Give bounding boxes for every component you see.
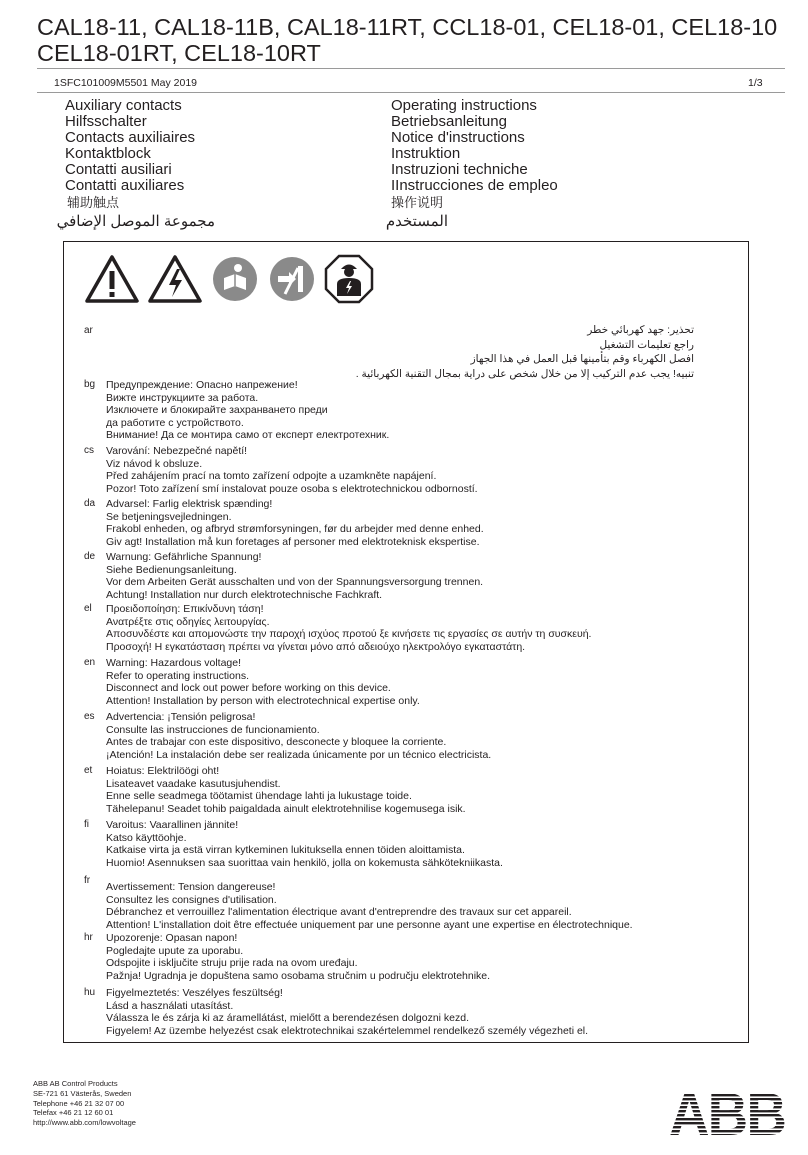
warning-line: Figyelem! Az üzembe helyezést csak elektrotechnikai szakértelemmel rendelkező személy végezheti el. xyxy=(106,1024,589,1037)
lang-code-en: en xyxy=(84,657,96,668)
warning-line: Attention! L'installation doit être effectuée uniquement par une personne ayant une expertise en électrotechnique. xyxy=(106,918,633,931)
warning-line: да работите с устройството. xyxy=(106,416,244,429)
footer-telefax: Telefax +46 21 12 60 01 xyxy=(33,1108,114,1118)
warning-line: Před zahájením prací na tomto zařízení odpojte a uzamkněte napájení. xyxy=(106,470,437,483)
warning-line: Предупреждение: Опасно напрежение! xyxy=(106,379,298,391)
lang-code-hu: hu xyxy=(84,987,96,998)
warning-line: Se betjeningsvejledningen. xyxy=(106,510,232,523)
lang-code-bg: bg xyxy=(84,379,96,390)
warning-line: Προσοχή! Η εγκατάσταση πρέπει να γίνεται μόνο από αδειούχο ηλεκτρολόγο εγκαταστάτη. xyxy=(106,640,526,653)
warning-line: Внимание! Да се монтира само от експерт електротехник. xyxy=(106,429,390,442)
warning-line: Warning: Hazardous voltage! xyxy=(106,657,242,669)
lang-code-hr: hr xyxy=(84,932,93,943)
title-right-en: Operating instructions xyxy=(391,97,537,114)
warning-line: Lisateavet vaadake kasutusjuhendist. xyxy=(106,777,281,790)
warning-line: Giv agt! Installation må kun foretages af personer med elektroteknisk ekspertise. xyxy=(106,535,480,548)
warning-line: Изключете и блокирайте захранването преди xyxy=(106,404,328,417)
lang-code-ar: ar xyxy=(84,325,93,336)
warning-line: Enne selle seadmega töötamist ühendage lahti ja lukustage toide. xyxy=(106,790,412,803)
warning-text-et xyxy=(106,765,466,815)
warning-line: Lásd a használati utasítást. xyxy=(106,999,234,1012)
warning-line: Pogledajte upute za uporabu. xyxy=(106,944,244,957)
lang-code-et: et xyxy=(84,765,93,776)
lang-code-es: es xyxy=(84,711,95,722)
warning-triangle-icon xyxy=(84,254,140,304)
warning-line: Advertencia: ¡Tensión peligrosa! xyxy=(106,711,256,723)
qualified-electrician-icon xyxy=(324,254,374,304)
warning-line: Tähelepanu! Seadet tohib paigaldada ainult elektrotehnilise kogemusega isik. xyxy=(106,802,466,815)
warning-line: Pozor! Toto zařízení smí instalovat pouze osoba s elektrotechnickou odborností. xyxy=(106,482,478,495)
title-left-it: Contatti ausiliari xyxy=(65,161,172,178)
warning-line: Consultez les consignes d'utilisation. xyxy=(106,893,277,906)
warning-line: Katso käyttöohje. xyxy=(106,831,187,844)
warning-text-da xyxy=(106,498,484,548)
title-right-fr: Notice d'instructions xyxy=(391,129,525,146)
warning-line: Attention! Installation by person with electrotechnical expertise only. xyxy=(106,694,420,707)
warning-text-el xyxy=(106,603,591,653)
svg-text:ABB: ABB xyxy=(669,1090,785,1138)
title-right-it: Instruzioni techniche xyxy=(391,161,528,178)
lang-code-cs: cs xyxy=(84,445,94,456)
warning-line: Varování: Nebezpečné napětí! xyxy=(106,445,248,457)
warning-line: Consulte las instrucciones de funcionamiento. xyxy=(106,723,320,736)
lang-code-fi: fi xyxy=(84,819,89,830)
warning-line: Figyelmeztetés: Veszélyes feszültség! xyxy=(106,987,283,999)
warning-line: Siehe Bedienungsanleitung. xyxy=(106,563,237,576)
title-left-ar: مجموعة الموصل الإضافي xyxy=(56,213,215,230)
title-left-fr: Contacts auxiliaires xyxy=(65,129,196,146)
safety-warning-box xyxy=(63,241,749,1043)
warning-line: Viz návod k obsluze. xyxy=(106,457,203,470)
electrical-hazard-icon xyxy=(147,254,203,304)
warning-line: Vor dem Arbeiten Gerät ausschalten und von der Spannungsversorgung trennen. xyxy=(106,576,484,589)
warning-line: Odspojite i isključite struju prije rada na ovom uređaju. xyxy=(106,957,358,970)
disconnect-power-icon xyxy=(267,254,317,304)
title-left-pt: Contatti auxiliares xyxy=(65,177,185,194)
warning-line: Disconnect and lock out power before working on this device. xyxy=(106,682,391,695)
company-address xyxy=(33,1079,136,1128)
warning-text-en xyxy=(106,657,420,707)
footer-website: http://www.abb.com/lowvoltage xyxy=(33,1118,136,1128)
warning-line: Válassza le és zárja ki az áramellátást, mielőtt a berendezésen dolgozni kezd. xyxy=(106,1012,470,1025)
footer-address: SE-721 61 Västerås, Sweden xyxy=(33,1088,132,1098)
warning-text-fr xyxy=(106,881,633,931)
warning-line: Pažnja! Ugradnja je dopuštena samo osobama stručnim u području elektrotehnike. xyxy=(106,969,491,982)
warning-line: Antes de trabajar con este dispositivo, desconecte y bloquee la corriente. xyxy=(106,736,447,749)
read-manual-icon xyxy=(210,254,260,304)
warning-line: Débranchez et verrouillez l'alimentation électrique avant d'entreprendre des travaux sur cet appareil. xyxy=(106,906,572,919)
document-number: 1SFC101009M5501 May 2019 xyxy=(54,77,198,89)
warning-line: Warnung: Gefährliche Spannung! xyxy=(106,551,262,563)
warning-line: Αποσυνδέστε και απομονώστε την παροχή ισχύος προτού ξε κινήσετε τις εργασίες σε αυτήν τη συσκευή. xyxy=(106,628,592,641)
warning-line: Ανατρέξτε στις οδηγίες λειτουργίας. xyxy=(106,615,270,628)
title-right-de: Betriebsanleitung xyxy=(391,113,507,130)
abb-logo xyxy=(668,1090,786,1138)
warning-line: Hoiatus: Elektrilöögi oht! xyxy=(106,765,220,777)
warning-text-hu xyxy=(106,987,588,1037)
warning-line: Huomio! Asennuksen saa suorittaa vain henkilö, jolla on kokemusta sähkötekniikasta. xyxy=(106,856,503,869)
page-number: 1/3 xyxy=(748,77,763,89)
title-right-ar: المستخدم xyxy=(385,213,448,230)
title-left-de: Hilfsschalter xyxy=(65,113,147,130)
lang-code-el: el xyxy=(84,603,92,614)
subheader-divider xyxy=(37,92,785,93)
warning-line: Προειδοποίηση: Επικίνδυνη τάση! xyxy=(106,603,264,615)
warning-line: Upozorenje: Opasan napon! xyxy=(106,932,238,944)
footer-company: ABB AB Control Products xyxy=(33,1079,118,1088)
warning-line: Вижте инструкциите за работа. xyxy=(106,391,259,404)
warning-text-ar: تحذير: جهد كهربائي خطر راجع تعليمات التشغيل افصل الكهرباء وقم بتأمينها قبل العمل في هذا الجهاز تنبيه! يجب عدم التركيب إلا من خلال شخص على دراية بمجال التقنية الكهربائية . xyxy=(355,324,694,380)
title-left-en: Auxiliary contacts xyxy=(65,97,182,114)
title-right-es: IInstrucciones de empleo xyxy=(391,177,558,194)
warning-text-de xyxy=(106,551,483,601)
footer-telephone: Telephone +46 21 32 07 00 xyxy=(33,1098,125,1108)
warning-line: Katkaise virta ja estä virran kytkeminen lukituksella ennen töiden aloittamista. xyxy=(106,844,465,857)
lang-code-de: de xyxy=(84,551,96,562)
titles-right-column xyxy=(385,97,621,230)
warning-text-cs xyxy=(106,445,478,495)
title-line-1: CAL18-11, CAL18-11B, CAL18-11RT, CCL18-01, CEL18-01, CEL18-10 xyxy=(37,14,778,40)
warning-line: Achtung! Installation nur durch elektrotechnische Fachkraft. xyxy=(106,588,383,601)
warning-text-bg xyxy=(106,379,389,442)
lang-code-fr: fr xyxy=(84,875,91,886)
lang-code-da: da xyxy=(84,498,96,509)
title-right-sv: Instruktion xyxy=(391,145,461,162)
title-line-2: CEL18-01RT, CEL18-10RT xyxy=(37,40,321,66)
warning-line: Varoitus: Vaarallinen jännite! xyxy=(106,819,239,831)
document-title xyxy=(37,14,797,66)
warning-line: Avertissement: Tension dangereuse! xyxy=(106,881,276,893)
header-divider xyxy=(37,68,785,69)
warning-text-es xyxy=(106,711,491,761)
warning-line: Refer to operating instructions. xyxy=(106,669,249,682)
title-left-zh: 辅助触点 xyxy=(67,195,120,210)
title-left-sv: Kontaktblock xyxy=(65,145,151,162)
warning-line: ¡Atención! La instalación debe ser realizada únicamente por un técnico electricista. xyxy=(106,748,492,761)
titles-left-column xyxy=(56,97,295,230)
warning-line: Advarsel: Farlig elektrisk spænding! xyxy=(106,498,273,510)
warning-line: Frakobl enheden, og afbryd strømforsyningen, før du arbejder med denne enhed. xyxy=(106,523,484,536)
warning-text-fi xyxy=(106,819,503,869)
title-right-zh: 操作说明 xyxy=(391,195,444,210)
warning-text-hr xyxy=(106,932,490,982)
